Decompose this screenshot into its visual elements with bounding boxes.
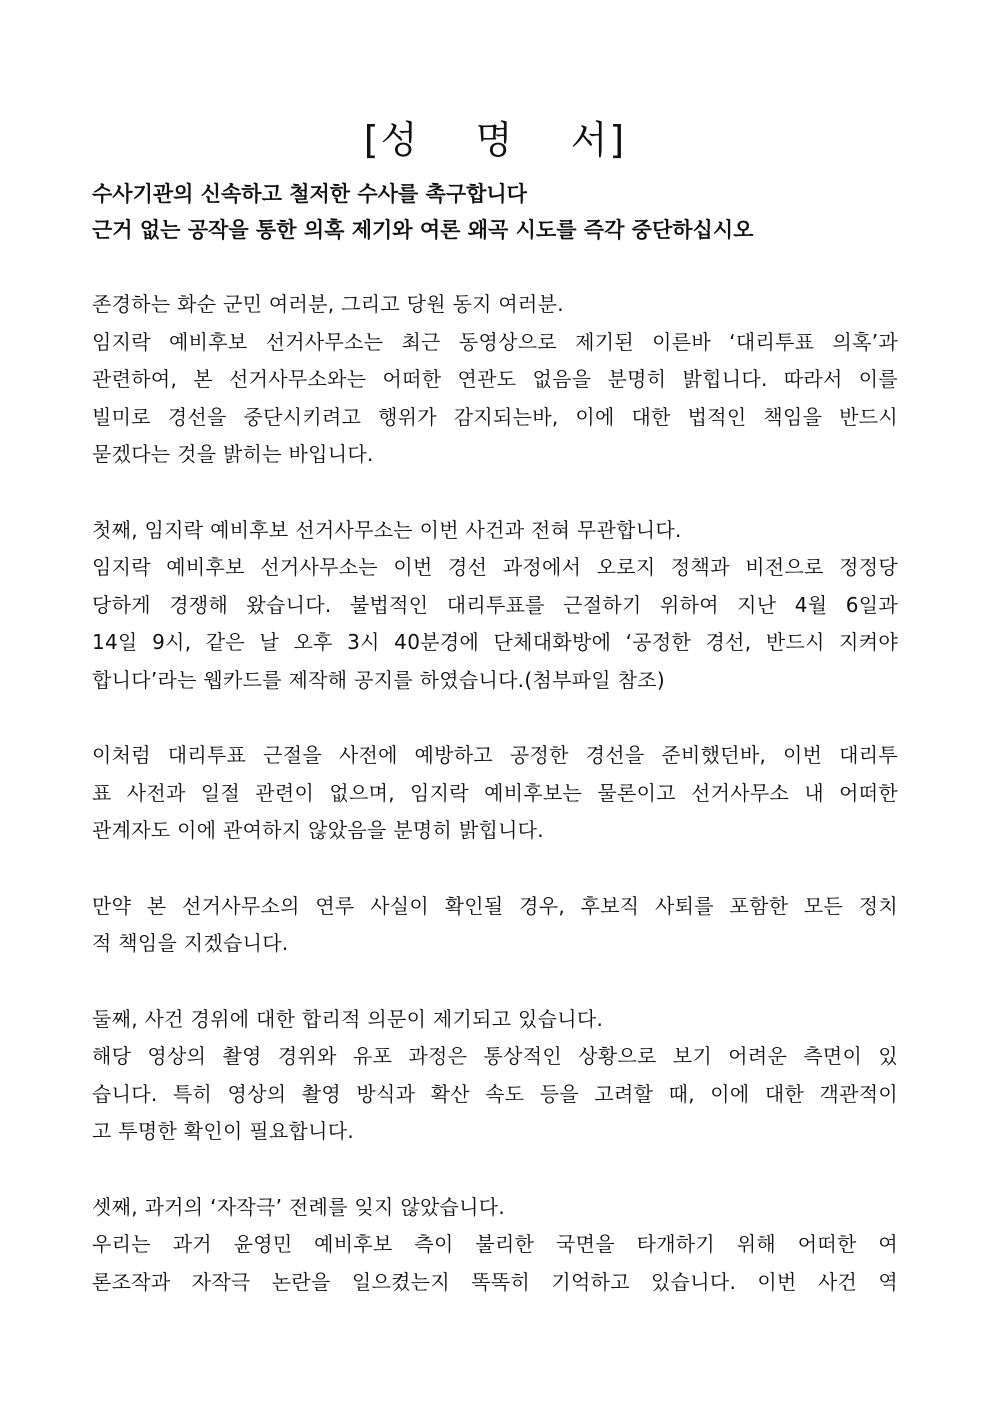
text-line: 합니다’라는 웹카드를 제작해 공지를 하였습니다.(첨부파일 참조) [92, 667, 665, 692]
text-line: 임지락 예비후보 선거사무소는 최근 동영상으로 제기된 이른바 ‘대리투표 의혹’과 [92, 329, 898, 354]
text-line: 표 사전과 일절 관련이 없으며, 임지락 예비후보는 물론이고 선거사무소 내 어떠한 [92, 780, 898, 805]
text-line: 론조작과 자작극 논란을 일으켰는지 똑똑히 기억하고 있습니다. 이번 사건 역 [92, 1269, 898, 1294]
text-line: 묻겠다는 것을 밝히는 바입니다. [92, 442, 374, 466]
text-line: 해당 영상의 촬영 경위와 유포 과정은 통상적인 상황으로 보기 어려운 측면이 있 [92, 1044, 898, 1068]
text-line: 당하게 경쟁해 왔습니다. 불법적인 대리투표를 근절하기 위하여 지난 4월 6일과 [92, 592, 898, 617]
text-line: 만약 본 선거사무소의 연루 사실이 확인될 경우, 후보직 사퇴를 포함한 모든 정치 [92, 893, 898, 918]
text-line: 고 투명한 확인이 필요합니다. [92, 1119, 355, 1143]
text-line: 습니다. 특히 영상의 촬영 방식과 확산 속도 등을 고려할 때, 이에 대한 객관적이 [92, 1081, 898, 1106]
document-title: [성 명 서] [363, 118, 627, 162]
paragraph-gap [92, 474, 898, 512]
paragraph [92, 512, 898, 700]
paragraph-gap [92, 699, 898, 737]
paragraph [92, 286, 898, 474]
text-line: 우리는 과거 윤영민 예비후보 측이 불리한 국면을 타개하기 위해 어떠한 여 [92, 1232, 898, 1256]
paragraph [92, 1189, 898, 1302]
text-line: 관계자도 이에 관여하지 않았음을 분명히 밝힙니다. [92, 818, 544, 842]
text-line: 셋째, 과거의 ‘자작극’ 전례를 잊지 않았습니다. [92, 1194, 506, 1219]
paragraph-gap [92, 1151, 898, 1189]
paragraph [92, 737, 898, 850]
text-line: 14일 9시, 같은 날 오후 3시 40분경에 단체대화방에 ‘공정한 경선, 반드시 지켜야 [92, 630, 898, 654]
text-line: 관련하여, 본 선거사무소와는 어떠한 연관도 없음을 분명히 밝힙니다. 따라서 이를 [92, 367, 898, 391]
text-line: 첫째, 임지락 예비후보 선거사무소는 이번 사건과 전혀 무관합니다. [92, 517, 682, 542]
subtitle-1: 수사기관의 신속하고 철저한 수사를 촉구합니다 [92, 182, 527, 206]
text-line: 이처럼 대리투표 근절을 사전에 예방하고 공정한 경선을 준비했던바, 이번 대리투 [92, 743, 898, 767]
text-line: 빌미로 경선을 중단시키려고 행위가 감지되는바, 이에 대한 법적인 책임을 반드시 [92, 404, 898, 429]
document-body [92, 286, 898, 1301]
subtitle-2: 근거 없는 공작을 통한 의혹 제기와 여론 왜곡 시도를 즉각 중단하십시오 [92, 218, 754, 242]
paragraph [92, 888, 898, 963]
text-line: 임지락 예비후보 선거사무소는 이번 경선 과정에서 오로지 정책과 비전으로 정정당 [92, 555, 898, 579]
text-line: 존경하는 화순 군민 여러분, 그리고 당원 동지 여러분. [92, 292, 564, 316]
text-line: 적 책임을 지겠습니다. [92, 931, 289, 955]
paragraph-gap [92, 963, 898, 1001]
text-line: 둘째, 사건 경위에 대한 합리적 의문이 제기되고 있습니다. [92, 1006, 604, 1031]
paragraph-gap [92, 850, 898, 888]
paragraph [92, 1001, 898, 1151]
statement-document [92, 112, 898, 1301]
